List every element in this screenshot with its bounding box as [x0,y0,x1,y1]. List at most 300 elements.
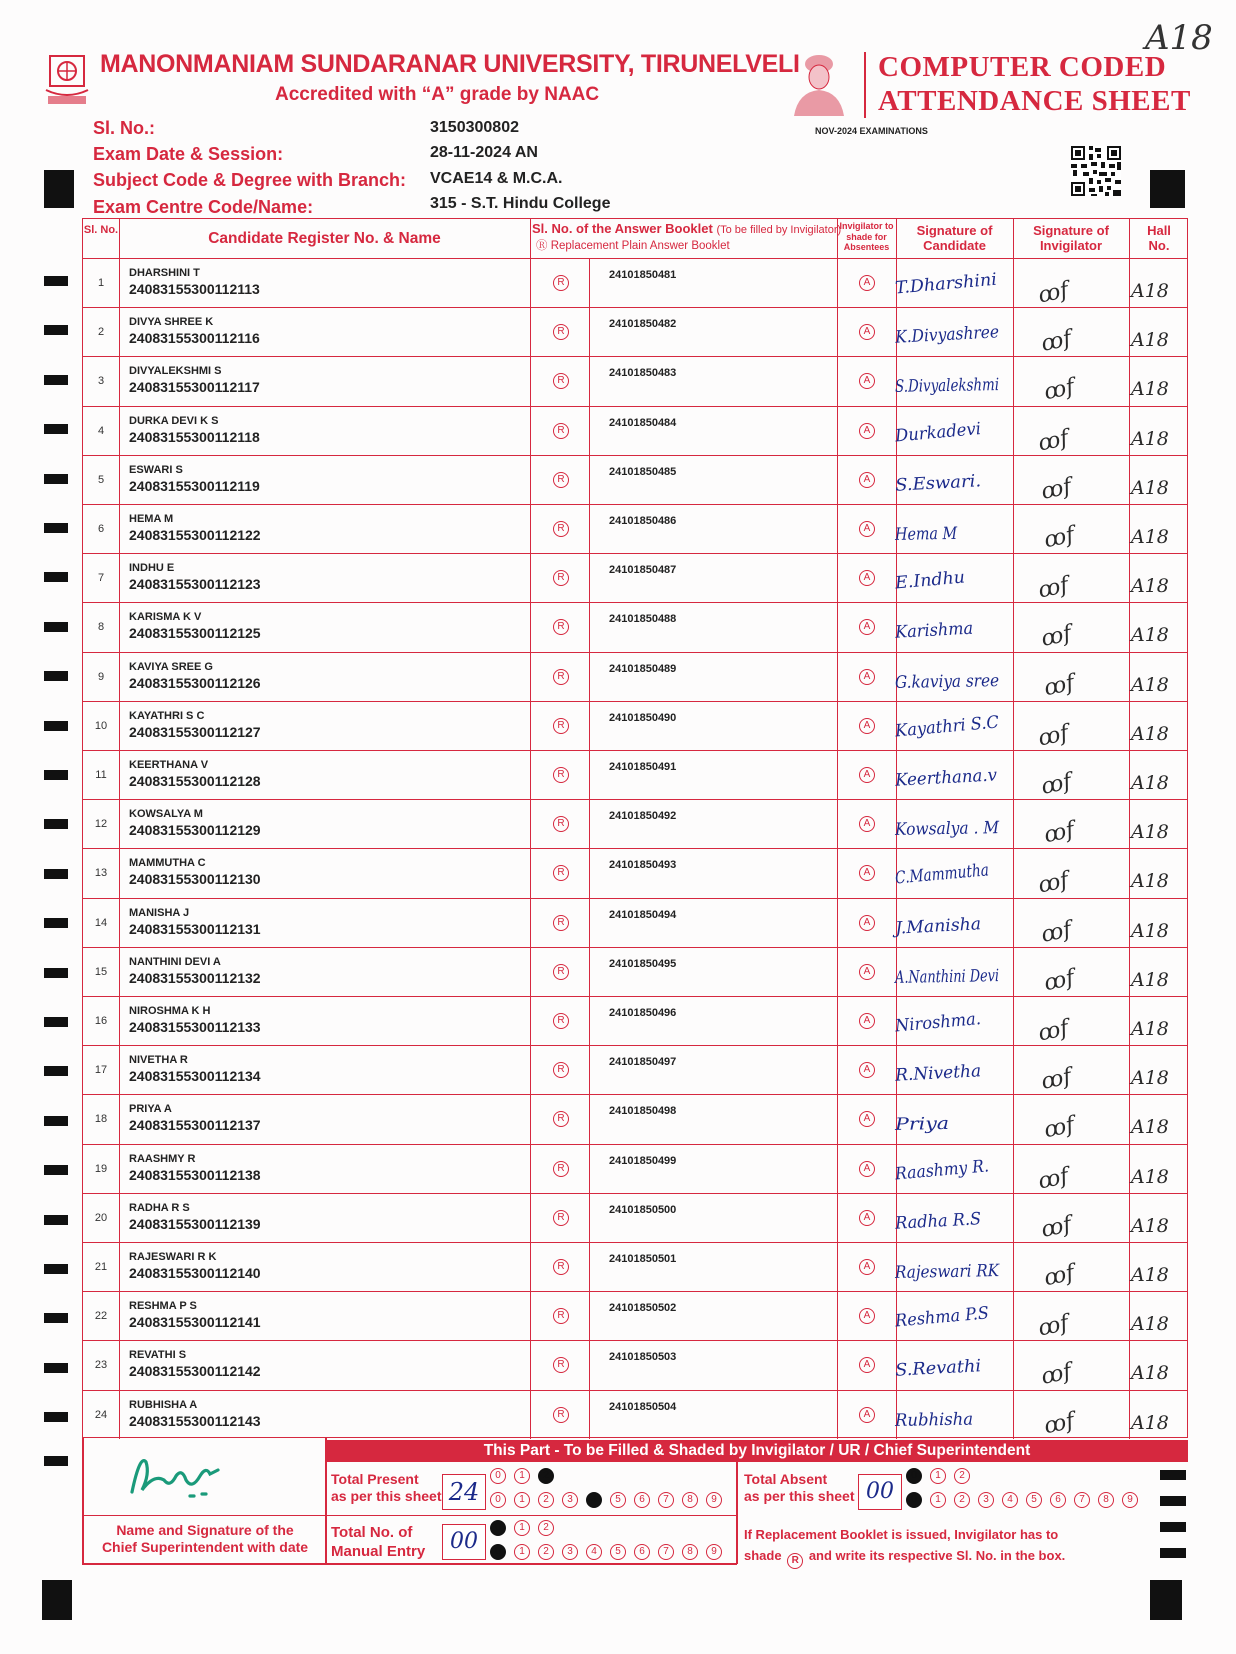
candidate-signature [891,657,1012,699]
present-units-bubble-8[interactable]: 8 [682,1492,698,1508]
row-sl-no: 22 [94,1310,108,1323]
timing-mark [44,721,68,731]
timing-mark [1160,1548,1186,1558]
register-number: 24083155300112127 [129,723,261,740]
absent-units-bubble-2[interactable]: 2 [954,1492,970,1508]
hall-number [1113,1298,1189,1338]
table-row [83,1390,1187,1439]
hall-number [1113,954,1189,994]
row-sl-no: 10 [94,719,108,732]
manual-entry-box[interactable] [442,1524,486,1560]
table-row [83,652,1187,701]
absent-units-bubble-0[interactable]: 0 [906,1492,922,1508]
candidate-signature-text: Radha R.S [894,1208,987,1234]
absent-bubble[interactable]: A [859,1407,875,1423]
absent-bubble[interactable]: A [859,1013,875,1029]
register-number: 24083155300112131 [129,920,261,937]
absent-bubble[interactable]: A [859,964,875,980]
candidate-signature-text: Rajeswari RK [894,1260,1012,1283]
table-row [83,602,1187,651]
invigilator-signature-text: ꝏf [1036,720,1071,752]
register-number: 24083155300112132 [129,969,261,986]
invigilator-signature [1001,609,1111,651]
candidate-signature-text: Hema M [894,523,970,545]
row-sl-no: 15 [94,965,108,978]
absent-bubble[interactable]: A [859,1308,875,1324]
manual-entry-label-line2: Manual Entry [331,1543,426,1560]
answer-booklet-number: 24101850501 [609,1253,677,1265]
table-row [83,356,1187,405]
candidate-signature [891,1149,1003,1191]
candidate-signature [891,1296,1003,1338]
invigilator-signature [1001,1052,1111,1094]
total-present-label-line2: as per this sheet [331,1488,442,1504]
invigilator-signature-text: ꝏf [1041,522,1077,554]
invigilator-signature-text: ꝏf [1036,277,1071,309]
invigilator-signature-text: ꝏf [1039,1211,1074,1243]
timing-mark [44,572,68,582]
candidate-signature-text: Durkadevi [894,418,985,447]
row-sl-no: 1 [97,277,105,289]
answer-booklet-number: 24101850497 [609,1056,677,1069]
manual-units-bubble-2[interactable]: 2 [538,1544,554,1560]
row-sl-no: 14 [94,916,108,929]
candidate-signature [891,558,1003,600]
absent-tens-bubble-1[interactable]: 1 [930,1468,946,1484]
candidate-signature [891,361,1028,403]
bottom-border [82,1438,84,1564]
manual-units-bubble-7[interactable]: 7 [658,1544,674,1560]
hall-number [1113,511,1189,551]
invigilator-signature [1001,363,1111,405]
register-number: 24083155300112143 [129,1412,261,1429]
row-sl-no: 11 [95,769,107,781]
candidate-signature-text: Niroshma. [894,1008,986,1037]
manual-units-bubble-9[interactable]: 9 [706,1544,722,1560]
present-units-bubble-3[interactable]: 3 [562,1492,578,1508]
candidate-signature-text: Priya [894,1114,940,1136]
candidate-signature [891,509,1003,551]
candidate-signature [891,1395,1003,1437]
replacement-bubble[interactable]: R [553,570,569,586]
replacement-note-line2 [744,1545,1065,1569]
row-sl-no: 24 [94,1408,108,1421]
replacement-bubble[interactable]: R [553,816,569,832]
candidate-name: MANISHA J [129,906,190,919]
invigilator-signature-text: ꝏf [1039,621,1074,653]
candidate-name: DIVYALEKSHMI S [129,365,222,378]
candidate-signature [891,853,1013,895]
manual-units-bubble-5[interactable]: 5 [610,1544,626,1560]
total-absent-label [744,1471,855,1505]
hall-number [1113,462,1189,502]
table-row [83,1144,1187,1193]
answer-booklet-number: 24101850487 [609,564,677,577]
register-number: 24083155300112133 [129,1019,261,1035]
present-units-bubble-0[interactable]: 0 [490,1492,506,1508]
absent-bubble[interactable]: A [859,1062,875,1078]
register-number: 24083155300112126 [129,674,261,691]
manual-entry-units-bubbles [490,1544,730,1562]
total-present-box[interactable] [442,1474,486,1510]
timing-mark [44,770,68,780]
row-sl-no: 9 [97,670,105,683]
candidate-signature-text: S.Revathi [894,1356,978,1382]
total-absent-label-line1: Total Absent [744,1471,828,1487]
bottom-border [82,1515,737,1516]
timing-mark [44,968,68,978]
absent-bubble[interactable]: A [859,718,875,734]
manual-units-bubble-3[interactable]: 3 [562,1544,578,1560]
replacement-bubble[interactable]: R [553,865,569,881]
absent-bubble[interactable]: A [859,669,875,685]
invigilator-signature-text: ꝏf [1041,374,1077,406]
present-units-bubble-9[interactable]: 9 [706,1492,722,1508]
timing-mark [44,474,68,484]
table-row [83,1242,1187,1291]
replacement-bubble[interactable]: R [553,1210,569,1226]
absent-bubble[interactable]: A [859,275,875,291]
invigilator-signature-text: ꝏf [1041,965,1077,996]
candidate-name: KEERTHANA V [129,759,209,771]
candidate-signature [891,1050,1003,1092]
invigilator-signature [1001,1101,1111,1143]
replacement-bubble[interactable]: R [553,1062,569,1078]
university-logo [42,52,92,110]
register-number: 24083155300112138 [129,1166,261,1183]
absent-units-bubble-5[interactable]: 5 [1026,1492,1042,1508]
header-booklet-title: Sl. No. of the Answer Booklet [532,221,713,236]
replacement-bubble[interactable]: R [553,1111,569,1127]
register-number: 24083155300112139 [129,1215,261,1232]
table-row [83,307,1187,356]
manual-entry-value: 00 [450,1529,478,1554]
replacement-bubble[interactable]: R [553,373,569,389]
present-units-bubble-1[interactable]: 1 [514,1492,530,1508]
replacement-bubble[interactable]: R [553,324,569,340]
candidate-name: MAMMUTHA C [129,857,206,870]
answer-booklet-number: 24101850485 [609,465,677,478]
candidate-name: KARISMA K V [129,611,202,624]
present-units-bubble-7[interactable]: 7 [658,1492,674,1508]
invigilator-signature-text: ꝏf [1039,769,1074,800]
present-units-bubble-4[interactable]: 4 [586,1492,602,1508]
timing-mark [44,869,68,879]
hall-number-text: A18 [1131,821,1169,844]
row-sl-no: 6 [97,523,105,535]
table-row [83,750,1187,799]
table-row [83,701,1187,750]
absent-tens-bubble-0[interactable]: 0 [906,1468,922,1484]
replacement-note-rest: and write its respective Sl. No. in the box. [808,1548,1066,1563]
hall-number-text: A18 [1131,968,1169,991]
candidate-signature-text: Karishma [894,618,978,644]
absent-bubble[interactable]: A [859,865,875,881]
row-sl-no: 12 [94,818,108,831]
hall-number-text: A18 [1131,427,1169,450]
hall-number [1113,659,1189,699]
table-row [83,553,1187,602]
hall-number [1113,1101,1189,1141]
total-absent-label-line2: as per this sheet [744,1488,855,1504]
absent-units-bubble-6[interactable]: 6 [1050,1492,1066,1508]
absent-bubble[interactable]: A [859,1357,875,1373]
candidate-signature-text: Kayathri S.C [894,711,1005,742]
total-absent-box[interactable] [858,1474,902,1510]
answer-booklet-number: 24101850490 [609,711,677,724]
accreditation-text: Accredited with “A” grade by NAAC [275,84,600,105]
invigilator-signature [1001,314,1111,356]
answer-booklet-number: 24101850503 [609,1351,677,1364]
candidate-name: RAASHMY R [129,1152,196,1165]
candidate-signature-text: C.Mammutha [894,858,1013,889]
absent-units-bubble-3[interactable]: 3 [978,1492,994,1508]
replacement-bubble[interactable]: R [553,669,569,685]
founder-portrait [788,50,850,116]
candidate-signature [891,755,1003,797]
candidate-name: KOWSALYA M [129,808,203,821]
manual-units-bubble-1[interactable]: 1 [514,1544,530,1560]
replacement-bubble[interactable]: R [553,915,569,931]
candidate-signature-text: Raashmy R. [894,1155,999,1185]
candidate-signature [891,607,1003,649]
table-row [83,1193,1187,1242]
candidate-signature-text: G.kaviya sree [894,670,1012,693]
replacement-bubble[interactable]: R [553,767,569,783]
absent-bubble[interactable]: A [859,816,875,832]
replacement-bubble[interactable]: R [553,1013,569,1029]
hall-number [1113,806,1189,846]
present-units-bubble-6[interactable]: 6 [634,1492,650,1508]
absent-bubble[interactable]: A [859,1259,875,1275]
timing-mark [44,918,68,928]
register-number: 24083155300112116 [129,330,260,347]
replacement-bubble[interactable]: R [553,521,569,537]
exam-name: NOV-2024 EXAMINATIONS [815,126,928,136]
candidate-name: NANTHINI DEVI A [129,955,221,968]
candidate-signature-text: A.Nanthini Devi [894,965,1033,988]
replacement-bubble[interactable]: R [553,275,569,291]
candidate-name: RESHMA P S [129,1300,197,1313]
invigilator-signature [1001,1200,1111,1242]
candidate-signature [891,460,1003,502]
replacement-bubble[interactable]: R [553,1259,569,1275]
row-sl-no: 20 [94,1211,108,1224]
total-present-label-line1: Total Present [331,1471,419,1487]
candidate-name: INDHU E [129,562,175,575]
total-present-units-bubbles [490,1492,730,1510]
header-sl-no: Sl. No. [83,224,119,236]
invigilator-signature-text: ꝏf [1036,1015,1071,1047]
absent-bubble[interactable]: A [859,521,875,537]
timing-mark [44,325,68,335]
answer-booklet-number: 24101850481 [609,269,677,281]
sl-no-label: Sl. No.: [93,118,155,138]
university-name: MANONMANIAM SUNDARANAR UNIVERSITY, TIRUNELVELI [100,50,800,78]
replacement-bubble[interactable]: R [553,619,569,635]
hall-number [1113,1200,1189,1240]
hall-number [1113,363,1189,403]
absent-units-bubble-9[interactable]: 9 [1122,1492,1138,1508]
hall-number-text: A18 [1131,329,1169,352]
candidate-signature [891,952,1033,994]
manual-tens-bubble-1[interactable]: 1 [514,1520,530,1536]
answer-booklet-number: 24101850484 [609,416,677,429]
invigilator-signature [1001,1298,1111,1340]
sheet-title [878,50,1191,118]
row-sl-no: 16 [94,1015,108,1027]
invigilator-signature-text: ꝏf [1041,670,1077,701]
register-number: 24083155300112129 [129,822,261,839]
table-row [83,898,1187,947]
replacement-bubble[interactable]: R [553,1308,569,1324]
hall-number-text: A18 [1131,1116,1169,1139]
manual-entry-label [331,1523,425,1561]
chief-label-line1: Name and Signature of the [116,1522,294,1538]
candidate-name: KAYATHRI S C [129,709,205,722]
candidate-name: DHARSHINI T [129,267,200,279]
timing-mark [44,1215,68,1225]
header-invigilator-signature: Signature of Invigilator [1033,223,1109,253]
header-replacement: Ⓡ Replacement Plain Answer Booklet [536,240,730,252]
invigilator-signature [1001,708,1111,750]
invigilator-banner: This Part - To be Filled & Shaded by Invigilator / UR / Chief Superintendent [326,1440,1188,1462]
replacement-bubble[interactable]: R [553,472,569,488]
answer-booklet-number: 24101850489 [609,662,677,675]
replacement-bubble[interactable]: R [553,1407,569,1423]
attendance-table [82,218,1188,1438]
invigilator-signature-text: ꝏf [1041,817,1077,849]
absent-tens-bubble-2[interactable]: 2 [954,1468,970,1484]
candidate-name: ESWARI S [129,463,183,476]
row-sl-no: 17 [94,1064,108,1077]
invigilator-signature-text: ꝏf [1039,1064,1074,1096]
manual-tens-bubble-2[interactable]: 2 [538,1520,554,1536]
answer-booklet-number: 24101850483 [609,367,677,380]
absent-bubble[interactable]: A [859,767,875,783]
manual-tens-bubble-0[interactable]: 0 [490,1520,506,1536]
absent-bubble[interactable]: A [859,1210,875,1226]
candidate-signature-text: S.Divyalekshmi [894,374,1028,398]
candidate-name: DIVYA SHREE K [129,316,214,329]
hall-number [1113,905,1189,945]
candidate-signature [891,1198,1003,1240]
timing-mark [44,1412,68,1422]
register-number: 24083155300112123 [129,576,261,593]
present-units-bubble-5[interactable]: 5 [610,1492,626,1508]
present-tens-bubble-0[interactable]: 0 [490,1468,506,1484]
register-number: 24083155300112117 [129,379,260,396]
candidate-signature-text: K.Divyashree [894,321,1010,348]
timing-mark [1160,1522,1186,1532]
present-tens-bubble-1[interactable]: 1 [514,1468,530,1484]
absent-bubble[interactable]: A [859,472,875,488]
invigilator-signature-text: ꝏf [1039,326,1074,358]
replacement-bubble[interactable]: R [553,964,569,980]
answer-booklet-number: 24101850502 [609,1302,677,1315]
absent-units-bubble-1[interactable]: 1 [930,1492,946,1508]
answer-booklet-number: 24101850504 [609,1400,677,1413]
header-candidate-signature: Signature of Candidate [916,223,993,253]
invigilator-signature [1001,462,1111,504]
row-sl-no: 19 [94,1162,108,1175]
candidate-signature-text: Kowsalya . M [894,818,1010,841]
present-tens-bubble-2[interactable]: 2 [538,1468,554,1484]
table-row [83,1340,1187,1389]
manual-units-bubble-8[interactable]: 8 [682,1544,698,1560]
absent-units-bubble-8[interactable]: 8 [1098,1492,1114,1508]
answer-booklet-number: 24101850496 [609,1007,677,1019]
replacement-bubble[interactable]: R [553,423,569,439]
exam-date-label: Exam Date & Session: [93,144,284,164]
replacement-bubble[interactable]: R [553,1161,569,1177]
candidate-signature [891,1099,1003,1141]
answer-booklet-number: 24101850482 [609,318,677,331]
present-units-bubble-2[interactable]: 2 [538,1492,554,1508]
invigilator-signature-text: ꝏf [1036,572,1071,604]
absent-bubble[interactable]: A [859,1161,875,1177]
invigilator-signature [1001,905,1111,947]
answer-booklet-number: 24101850492 [609,810,677,823]
absent-bubble[interactable]: A [859,324,875,340]
invigilator-signature [1001,1397,1111,1439]
absent-units-bubble-4[interactable]: 4 [1002,1492,1018,1508]
candidate-signature [891,312,1010,354]
timing-mark [44,671,68,681]
absent-units-bubble-7[interactable]: 7 [1074,1492,1090,1508]
absent-bubble[interactable]: A [859,570,875,586]
manual-units-bubble-6[interactable]: 6 [634,1544,650,1560]
candidate-name: HEMA M [129,513,174,525]
answer-booklet-number: 24101850500 [609,1203,677,1216]
hall-number [1113,1397,1189,1437]
table-row [83,258,1187,307]
absent-bubble[interactable]: A [859,1111,875,1127]
total-present-value: 24 [448,1478,480,1506]
replacement-bubble[interactable]: R [553,718,569,734]
register-number: 24083155300112141 [129,1314,261,1331]
absent-bubble[interactable]: A [859,619,875,635]
row-sl-no: 4 [97,424,105,437]
manual-units-bubble-0[interactable]: 0 [490,1544,506,1560]
timing-mark [1160,1496,1186,1506]
candidate-name: NIROSHMA K H [129,1005,211,1017]
absent-bubble[interactable]: A [859,915,875,931]
candidate-signature-text: Reshma P.S [894,1303,995,1332]
candidate-name: PRIYA A [129,1103,172,1116]
invigilator-signature [1001,1347,1111,1389]
absent-bubble[interactable]: A [859,373,875,389]
timing-mark [44,1165,68,1175]
registration-mark [1150,1580,1182,1620]
replacement-bubble[interactable]: R [553,1357,569,1373]
table-row [83,848,1187,897]
invigilator-signature [1001,1151,1111,1193]
sheet-title-line1: COMPUTER CODED [878,51,1167,83]
bottom-border [325,1438,327,1564]
timing-mark [44,523,68,533]
timing-mark [1160,1470,1186,1480]
absent-bubble[interactable]: A [859,423,875,439]
header-hall-no: Hall No. [1147,223,1171,253]
hall-number [1113,1151,1189,1191]
manual-units-bubble-4[interactable]: 4 [586,1544,602,1560]
hall-number-text: A18 [1131,1165,1169,1188]
hall-number-text: A18 [1131,1264,1169,1286]
register-number: 24083155300112113 [129,281,260,297]
timing-mark [44,276,68,286]
hall-number [1113,1003,1189,1043]
